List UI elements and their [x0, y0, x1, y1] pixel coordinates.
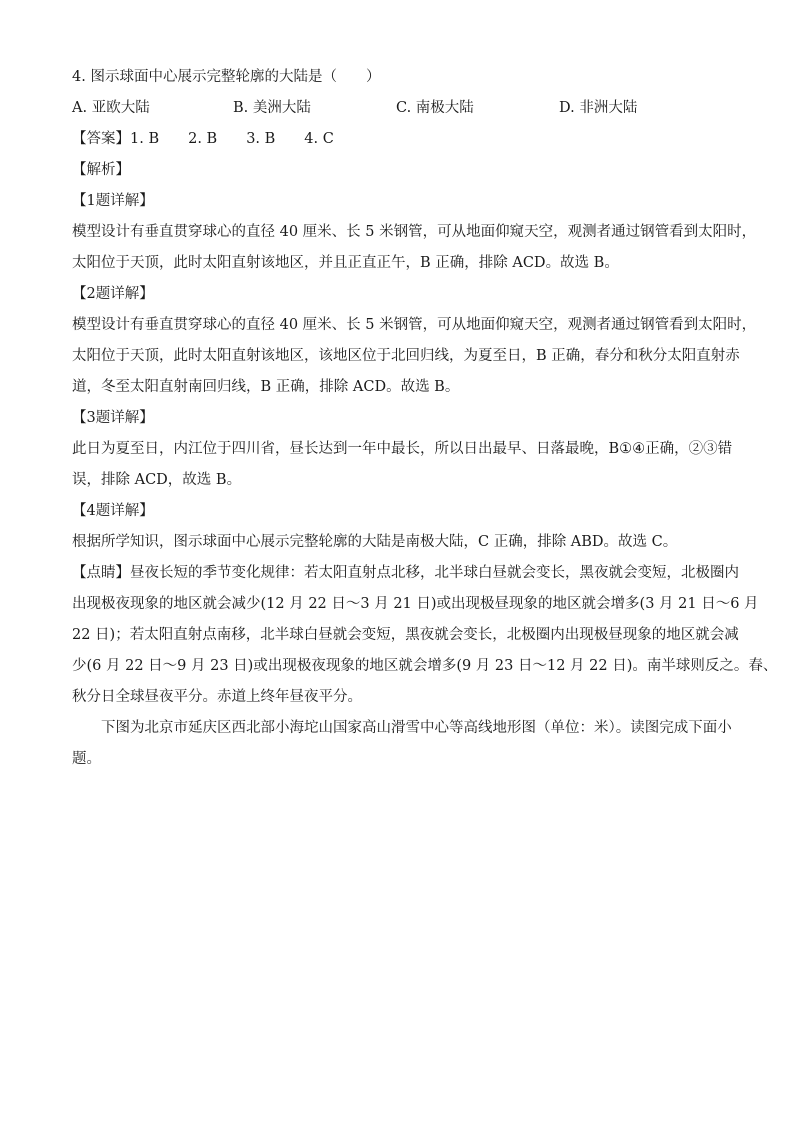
section-3-heading: 【3题详解】 [72, 410, 154, 426]
section-2-line-2: 太阳位于天顶，此时太阳直射该地区，该地区位于北回归线，为夏至日，B 正确，春分和秋分太阳直射赤 [72, 348, 740, 364]
key-point-line-1: 【点睛】昼夜长短的季节变化规律：若太阳直射点北移，北半球白昼就会变长，黑夜就会变短，北极圈内 [72, 565, 739, 581]
next-intro-line-1: 下图为北京市延庆区西北部小海坨山国家高山滑雪中心等高线地形图（单位：米）。读图完成下面小 [101, 720, 732, 736]
key-point-line-3: 22 日)；若太阳直射点南移，北半球白昼就会变短，黑夜就会变长，北极圈内出现极昼现象的地区就会减 [72, 627, 739, 643]
key-point-line-2: 出现极夜现象的地区就会减少(12 月 22 日～3 月 21 日)或出现极昼现象的地区就会增多(3 月 21 日～6 月 [72, 596, 759, 612]
section-4-line-1: 根据所学知识，图示球面中心展示完整轮廓的大陆是南极大陆，C 正确，排除 ABD。故选 C。 [72, 534, 678, 550]
question-stem: 4. 图示球面中心展示完整轮廓的大陆是（ ） [72, 69, 381, 85]
section-2-line-1: 模型设计有垂直贯穿球心的直径 40 厘米、长 5 米钢管，可从地面仰窥天空，观测者通过钢管看到太阳时， [72, 317, 757, 333]
key-point-line-5: 秋分日全球昼夜平分。赤道上终年昼夜平分。 [72, 689, 362, 705]
option-c: C. 南极大陆 [396, 100, 474, 116]
next-intro-line-2: 题。 [72, 751, 101, 767]
answer-line: 【答案】1. B 2. B 3. B 4. C [72, 131, 334, 147]
analysis-heading: 【解析】 [72, 162, 130, 178]
section-1-heading: 【1题详解】 [72, 193, 154, 209]
key-point-line-4: 少(6 月 22 日～9 月 23 日)或出现极夜现象的地区就会增多(9 月 23 日～12 月 22 日)。南半球则反之。春、 [72, 658, 778, 674]
section-4-heading: 【4题详解】 [72, 503, 154, 519]
section-2-line-3: 道，冬至太阳直射南回归线，B 正确，排除 ACD。故选 B。 [72, 379, 460, 395]
section-3-line-2: 误，排除 ACD，故选 B。 [72, 472, 242, 488]
option-a: A. 亚欧大陆 [72, 100, 150, 116]
section-1-line-2: 太阳位于天顶，此时太阳直射该地区，并且正直正午，B 正确，排除 ACD。故选 B。 [72, 255, 619, 271]
section-2-heading: 【2题详解】 [72, 286, 154, 302]
option-b: B. 美洲大陆 [233, 100, 311, 116]
document-page [72, 62, 778, 775]
section-3-line-1: 此日为夏至日，内江位于四川省，昼长达到一年中最长，所以日出最早、日落最晚，B①④正确，②③错 [72, 441, 733, 457]
question-options [72, 93, 722, 124]
section-1-line-1: 模型设计有垂直贯穿球心的直径 40 厘米、长 5 米钢管，可从地面仰窥天空，观测者通过钢管看到太阳时， [72, 224, 757, 240]
option-d: D. 非洲大陆 [559, 100, 638, 116]
